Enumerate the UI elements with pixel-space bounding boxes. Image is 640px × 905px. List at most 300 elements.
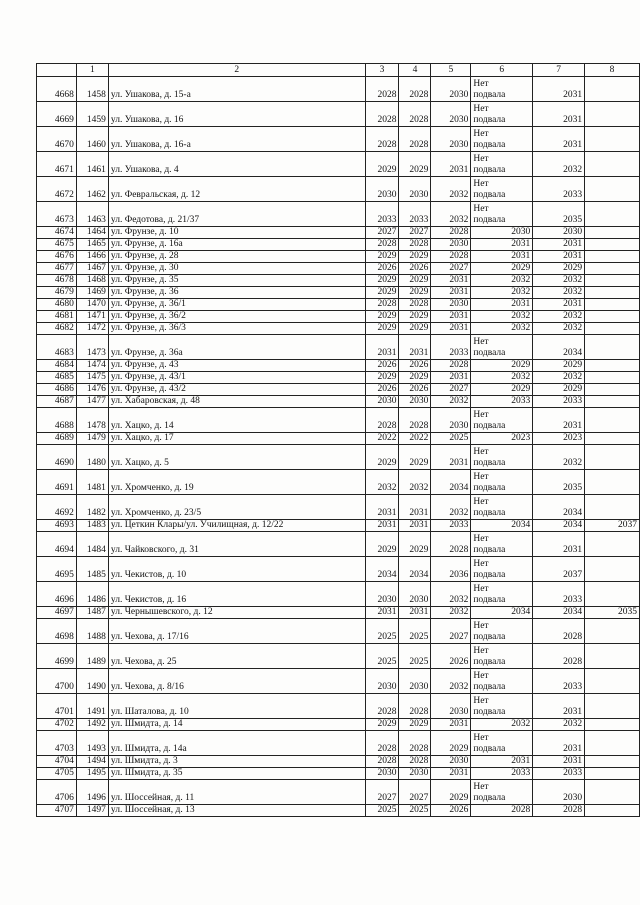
row-number-cell: 4679 xyxy=(37,287,77,299)
col5-cell: 2028 xyxy=(431,251,471,263)
col8-cell xyxy=(585,102,640,127)
no-basement-line1: Нет xyxy=(473,497,489,507)
no-basement-line1: Нет xyxy=(473,472,489,482)
col5-cell: 2025 xyxy=(431,433,471,445)
col5-cell: 2028 xyxy=(431,227,471,239)
no-basement-line1: Нет xyxy=(473,733,489,743)
col3-cell: 2028 xyxy=(365,299,399,311)
col3-cell: 2030 xyxy=(365,768,399,780)
header-cell-2: 2 xyxy=(108,64,365,77)
col3-cell: 2026 xyxy=(365,360,399,372)
id-cell: 1462 xyxy=(76,177,108,202)
id-cell: 1489 xyxy=(76,644,108,669)
address-cell: ул. Ушакова, д. 16 xyxy=(108,102,365,127)
col6-cell: 2029 xyxy=(471,360,533,372)
col4-cell: 2027 xyxy=(399,780,431,805)
col8-cell xyxy=(585,694,640,719)
table-row xyxy=(37,299,640,311)
col7-cell: 2031 xyxy=(533,299,585,311)
address-cell: ул. Чайковского, д. 31 xyxy=(108,532,365,557)
address-cell: ул. Февральская, д. 12 xyxy=(108,177,365,202)
col4-cell: 2022 xyxy=(399,433,431,445)
table-row xyxy=(37,77,640,102)
col6-cell xyxy=(471,694,533,719)
id-cell: 1467 xyxy=(76,263,108,275)
table-row xyxy=(37,557,640,582)
table-row xyxy=(37,152,640,177)
table-row xyxy=(37,311,640,323)
col3-cell: 2027 xyxy=(365,227,399,239)
col8-cell xyxy=(585,127,640,152)
id-cell: 1477 xyxy=(76,396,108,408)
id-cell: 1484 xyxy=(76,532,108,557)
address-cell: ул. Федотова, д. 21/37 xyxy=(108,202,365,227)
table-row xyxy=(37,127,640,152)
row-number-cell: 4684 xyxy=(37,360,77,372)
address-cell: ул. Шаталова, д. 10 xyxy=(108,694,365,719)
header-cell-6: 6 xyxy=(471,64,533,77)
col8-cell xyxy=(585,177,640,202)
col6-cell xyxy=(471,582,533,607)
col5-cell: 2029 xyxy=(431,731,471,756)
no-basement-line1: Нет xyxy=(473,584,489,594)
col5-cell: 2030 xyxy=(431,756,471,768)
row-number-cell: 4677 xyxy=(37,263,77,275)
header-cell-4: 4 xyxy=(399,64,431,77)
id-cell: 1469 xyxy=(76,287,108,299)
id-cell: 1488 xyxy=(76,619,108,644)
no-basement-line2: подвала xyxy=(473,483,506,493)
col3-cell: 2026 xyxy=(365,263,399,275)
col8-cell xyxy=(585,335,640,360)
col7-cell: 2029 xyxy=(533,360,585,372)
col4-cell: 2028 xyxy=(399,127,431,152)
col3-cell: 2029 xyxy=(365,532,399,557)
col5-cell: 2030 xyxy=(431,299,471,311)
col8-cell xyxy=(585,433,640,445)
col8-cell xyxy=(585,619,640,644)
col6-cell: 2032 xyxy=(471,311,533,323)
col6-cell: 2034 xyxy=(471,607,533,619)
address-cell: ул. Шмидта, д. 14 xyxy=(108,719,365,731)
id-cell: 1461 xyxy=(76,152,108,177)
col5-cell: 2032 xyxy=(431,396,471,408)
col7-cell: 2034 xyxy=(533,335,585,360)
col4-cell: 2028 xyxy=(399,102,431,127)
col3-cell: 2028 xyxy=(365,77,399,102)
col3-cell: 2028 xyxy=(365,127,399,152)
table-row xyxy=(37,495,640,520)
col5-cell: 2030 xyxy=(431,239,471,251)
address-cell: ул. Фрунзе, д. 36/3 xyxy=(108,323,365,335)
row-number-cell: 4707 xyxy=(37,805,77,817)
col5-cell: 2030 xyxy=(431,694,471,719)
col8-cell xyxy=(585,557,640,582)
col7-cell: 2032 xyxy=(533,275,585,287)
col8-cell xyxy=(585,445,640,470)
col7-cell: 2029 xyxy=(533,384,585,396)
col7-cell: 2031 xyxy=(533,532,585,557)
col8-cell: 2035 xyxy=(585,607,640,619)
row-number-cell: 4702 xyxy=(37,719,77,731)
col5-cell: 2031 xyxy=(431,152,471,177)
col8-cell xyxy=(585,202,640,227)
col3-cell: 2031 xyxy=(365,335,399,360)
col8-cell xyxy=(585,582,640,607)
id-cell: 1483 xyxy=(76,520,108,532)
row-number-cell: 4701 xyxy=(37,694,77,719)
row-number-cell: 4700 xyxy=(37,669,77,694)
row-number-cell: 4692 xyxy=(37,495,77,520)
table-row xyxy=(37,768,640,780)
col4-cell: 2031 xyxy=(399,335,431,360)
id-cell: 1491 xyxy=(76,694,108,719)
col3-cell: 2025 xyxy=(365,644,399,669)
col8-cell xyxy=(585,731,640,756)
row-number-cell: 4705 xyxy=(37,768,77,780)
col3-cell: 2029 xyxy=(365,152,399,177)
col5-cell: 2028 xyxy=(431,532,471,557)
id-cell: 1460 xyxy=(76,127,108,152)
col3-cell: 2026 xyxy=(365,384,399,396)
no-basement-line2: подвала xyxy=(473,190,506,200)
address-cell: ул. Ушакова, д. 16-а xyxy=(108,127,365,152)
col7-cell: 2032 xyxy=(533,372,585,384)
no-basement-line1: Нет xyxy=(473,410,489,420)
address-cell: ул. Шмидта, д. 14а xyxy=(108,731,365,756)
col5-cell: 2031 xyxy=(431,311,471,323)
col6-cell: 2032 xyxy=(471,372,533,384)
col7-cell: 2032 xyxy=(533,445,585,470)
col4-cell: 2029 xyxy=(399,287,431,299)
address-cell: ул. Шмидта, д. 35 xyxy=(108,768,365,780)
address-cell: ул. Фрунзе, д. 36/2 xyxy=(108,311,365,323)
address-cell: ул. Фрунзе, д. 10 xyxy=(108,227,365,239)
table-row xyxy=(37,532,640,557)
table-row xyxy=(37,263,640,275)
no-basement-line2: подвала xyxy=(473,657,506,667)
address-cell: ул. Чернышевского, д. 12 xyxy=(108,607,365,619)
col6-cell xyxy=(471,780,533,805)
col6-cell: 2033 xyxy=(471,768,533,780)
col3-cell: 2028 xyxy=(365,694,399,719)
id-cell: 1486 xyxy=(76,582,108,607)
table-row xyxy=(37,607,640,619)
table-row xyxy=(37,433,640,445)
row-number-cell: 4681 xyxy=(37,311,77,323)
col3-cell: 2030 xyxy=(365,582,399,607)
col4-cell: 2032 xyxy=(399,470,431,495)
col5-cell: 2026 xyxy=(431,805,471,817)
col8-cell xyxy=(585,287,640,299)
col5-cell: 2030 xyxy=(431,77,471,102)
col4-cell: 2029 xyxy=(399,251,431,263)
header-cell-3: 3 xyxy=(365,64,399,77)
col5-cell: 2031 xyxy=(431,445,471,470)
address-cell: ул. Фрунзе, д. 36 xyxy=(108,287,365,299)
id-cell: 1479 xyxy=(76,433,108,445)
table-row xyxy=(37,644,640,669)
col5-cell: 2028 xyxy=(431,360,471,372)
no-basement-line1: Нет xyxy=(473,534,489,544)
col8-cell xyxy=(585,396,640,408)
address-cell: ул. Хацко, д. 17 xyxy=(108,433,365,445)
col6-cell: 2032 xyxy=(471,287,533,299)
row-number-cell: 4683 xyxy=(37,335,77,360)
id-cell: 1496 xyxy=(76,780,108,805)
col7-cell: 2031 xyxy=(533,408,585,433)
id-cell: 1470 xyxy=(76,299,108,311)
table-header-row xyxy=(37,64,640,77)
col7-cell: 2031 xyxy=(533,756,585,768)
row-number-cell: 4698 xyxy=(37,619,77,644)
table-row xyxy=(37,102,640,127)
col4-cell: 2026 xyxy=(399,360,431,372)
table-row xyxy=(37,445,640,470)
no-basement-line2: подвала xyxy=(473,90,506,100)
col4-cell: 2027 xyxy=(399,227,431,239)
col3-cell: 2025 xyxy=(365,805,399,817)
row-number-cell: 4687 xyxy=(37,396,77,408)
id-cell: 1474 xyxy=(76,360,108,372)
col3-cell: 2030 xyxy=(365,177,399,202)
col6-cell xyxy=(471,619,533,644)
table-row xyxy=(37,384,640,396)
col4-cell: 2029 xyxy=(399,152,431,177)
col5-cell: 2032 xyxy=(431,607,471,619)
col6-cell: 2033 xyxy=(471,396,533,408)
col6-cell: 2034 xyxy=(471,520,533,532)
id-cell: 1465 xyxy=(76,239,108,251)
col5-cell: 2031 xyxy=(431,768,471,780)
col4-cell: 2028 xyxy=(399,756,431,768)
col8-cell xyxy=(585,719,640,731)
col8-cell xyxy=(585,408,640,433)
col6-cell: 2032 xyxy=(471,275,533,287)
col5-cell: 2029 xyxy=(431,780,471,805)
table-row xyxy=(37,335,640,360)
col7-cell: 2032 xyxy=(533,719,585,731)
col8-cell xyxy=(585,152,640,177)
table-row xyxy=(37,360,640,372)
row-number-cell: 4682 xyxy=(37,323,77,335)
row-number-cell: 4694 xyxy=(37,532,77,557)
table-row xyxy=(37,470,640,495)
col3-cell: 2031 xyxy=(365,495,399,520)
col4-cell: 2025 xyxy=(399,805,431,817)
address-cell: ул. Фрунзе, д. 36а xyxy=(108,335,365,360)
col4-cell: 2029 xyxy=(399,275,431,287)
id-cell: 1464 xyxy=(76,227,108,239)
col7-cell: 2028 xyxy=(533,805,585,817)
row-number-cell: 4693 xyxy=(37,520,77,532)
col8-cell xyxy=(585,239,640,251)
col6-cell: 2030 xyxy=(471,227,533,239)
col7-cell: 2031 xyxy=(533,731,585,756)
col3-cell: 2029 xyxy=(365,372,399,384)
address-cell: ул. Хромченко, д. 23/5 xyxy=(108,495,365,520)
address-cell: ул. Хацко, д. 5 xyxy=(108,445,365,470)
header-cell-8: 8 xyxy=(585,64,640,77)
id-cell: 1472 xyxy=(76,323,108,335)
col8-cell xyxy=(585,669,640,694)
col5-cell: 2033 xyxy=(431,520,471,532)
schedule-table xyxy=(36,63,640,817)
col7-cell: 2035 xyxy=(533,202,585,227)
id-cell: 1481 xyxy=(76,470,108,495)
col7-cell: 2029 xyxy=(533,263,585,275)
table-row xyxy=(37,239,640,251)
col5-cell: 2036 xyxy=(431,557,471,582)
address-cell: ул. Фрунзе, д. 16а xyxy=(108,239,365,251)
col4-cell: 2031 xyxy=(399,607,431,619)
col6-cell: 2031 xyxy=(471,299,533,311)
no-basement-line2: подвала xyxy=(473,545,506,555)
row-number-cell: 4685 xyxy=(37,372,77,384)
col8-cell xyxy=(585,263,640,275)
col6-cell xyxy=(471,77,533,102)
table-row xyxy=(37,719,640,731)
col5-cell: 2033 xyxy=(431,335,471,360)
address-cell: ул. Хромченко, д. 19 xyxy=(108,470,365,495)
table-row xyxy=(37,227,640,239)
col4-cell: 2031 xyxy=(399,520,431,532)
col6-cell xyxy=(471,445,533,470)
col6-cell xyxy=(471,557,533,582)
col8-cell xyxy=(585,77,640,102)
address-cell: ул. Цеткин Клары/ул. Училищная, д. 12/22 xyxy=(108,520,365,532)
no-basement-line1: Нет xyxy=(473,447,489,457)
no-basement-line2: подвала xyxy=(473,115,506,125)
col7-cell: 2033 xyxy=(533,177,585,202)
col6-cell xyxy=(471,177,533,202)
id-cell: 1476 xyxy=(76,384,108,396)
table-row xyxy=(37,619,640,644)
col7-cell: 2028 xyxy=(533,644,585,669)
row-number-cell: 4673 xyxy=(37,202,77,227)
header-cell-5: 5 xyxy=(431,64,471,77)
col8-cell xyxy=(585,323,640,335)
no-basement-line2: подвала xyxy=(473,458,506,468)
col8-cell xyxy=(585,768,640,780)
col6-cell xyxy=(471,644,533,669)
row-number-cell: 4690 xyxy=(37,445,77,470)
address-cell: ул. Чекистов, д. 16 xyxy=(108,582,365,607)
id-cell: 1480 xyxy=(76,445,108,470)
id-cell: 1473 xyxy=(76,335,108,360)
col8-cell xyxy=(585,756,640,768)
row-number-cell: 4691 xyxy=(37,470,77,495)
row-number-cell: 4696 xyxy=(37,582,77,607)
no-basement-line2: подвала xyxy=(473,348,506,358)
col6-cell: 2032 xyxy=(471,323,533,335)
col7-cell: 2030 xyxy=(533,227,585,239)
table-row xyxy=(37,694,640,719)
col3-cell: 2025 xyxy=(365,619,399,644)
no-basement-line1: Нет xyxy=(473,559,489,569)
table-row xyxy=(37,372,640,384)
col8-cell xyxy=(585,470,640,495)
no-basement-line1: Нет xyxy=(473,671,489,681)
row-number-cell: 4675 xyxy=(37,239,77,251)
no-basement-line2: подвала xyxy=(473,632,506,642)
col7-cell: 2032 xyxy=(533,152,585,177)
no-basement-line1: Нет xyxy=(473,204,489,214)
row-number-cell: 4676 xyxy=(37,251,77,263)
table-row xyxy=(37,251,640,263)
col4-cell: 2030 xyxy=(399,396,431,408)
id-cell: 1459 xyxy=(76,102,108,127)
col4-cell: 2029 xyxy=(399,719,431,731)
no-basement-line2: подвала xyxy=(473,793,506,803)
address-cell: ул. Ушакова, д. 15-а xyxy=(108,77,365,102)
col4-cell: 2026 xyxy=(399,263,431,275)
col4-cell: 2029 xyxy=(399,532,431,557)
col4-cell: 2030 xyxy=(399,768,431,780)
no-basement-line1: Нет xyxy=(473,646,489,656)
row-number-cell: 4668 xyxy=(37,77,77,102)
row-number-cell: 4706 xyxy=(37,780,77,805)
table-row xyxy=(37,275,640,287)
header-cell-1: 1 xyxy=(76,64,108,77)
no-basement-line2: подвала xyxy=(473,595,506,605)
col8-cell xyxy=(585,384,640,396)
id-cell: 1490 xyxy=(76,669,108,694)
row-number-cell: 4680 xyxy=(37,299,77,311)
col6-cell xyxy=(471,495,533,520)
col6-cell xyxy=(471,532,533,557)
col8-cell xyxy=(585,251,640,263)
no-basement-line1: Нет xyxy=(473,104,489,114)
col7-cell: 2028 xyxy=(533,619,585,644)
id-cell: 1468 xyxy=(76,275,108,287)
col8-cell xyxy=(585,532,640,557)
col3-cell: 2031 xyxy=(365,520,399,532)
col4-cell: 2030 xyxy=(399,582,431,607)
col5-cell: 2030 xyxy=(431,408,471,433)
col4-cell: 2028 xyxy=(399,694,431,719)
address-cell: ул. Фрунзе, д. 43/1 xyxy=(108,372,365,384)
col7-cell: 2033 xyxy=(533,768,585,780)
no-basement-line2: подвала xyxy=(473,570,506,580)
table-row xyxy=(37,177,640,202)
col7-cell: 2034 xyxy=(533,495,585,520)
col3-cell: 2028 xyxy=(365,731,399,756)
address-cell: ул. Фрунзе, д. 36/1 xyxy=(108,299,365,311)
address-cell: ул. Чехова, д. 25 xyxy=(108,644,365,669)
col7-cell: 2023 xyxy=(533,433,585,445)
row-number-cell: 4678 xyxy=(37,275,77,287)
col4-cell: 2028 xyxy=(399,299,431,311)
col3-cell: 2030 xyxy=(365,396,399,408)
col8-cell xyxy=(585,299,640,311)
header-cell-7: 7 xyxy=(533,64,585,77)
col7-cell: 2032 xyxy=(533,311,585,323)
col3-cell: 2029 xyxy=(365,719,399,731)
col7-cell: 2031 xyxy=(533,694,585,719)
col3-cell: 2029 xyxy=(365,323,399,335)
col6-cell xyxy=(471,127,533,152)
address-cell: ул. Шмидта, д. 3 xyxy=(108,756,365,768)
col5-cell: 2031 xyxy=(431,719,471,731)
col5-cell: 2034 xyxy=(431,470,471,495)
address-cell: ул. Хацко, д. 14 xyxy=(108,408,365,433)
col5-cell: 2027 xyxy=(431,384,471,396)
id-cell: 1482 xyxy=(76,495,108,520)
table-row xyxy=(37,731,640,756)
col5-cell: 2030 xyxy=(431,102,471,127)
table-row xyxy=(37,202,640,227)
